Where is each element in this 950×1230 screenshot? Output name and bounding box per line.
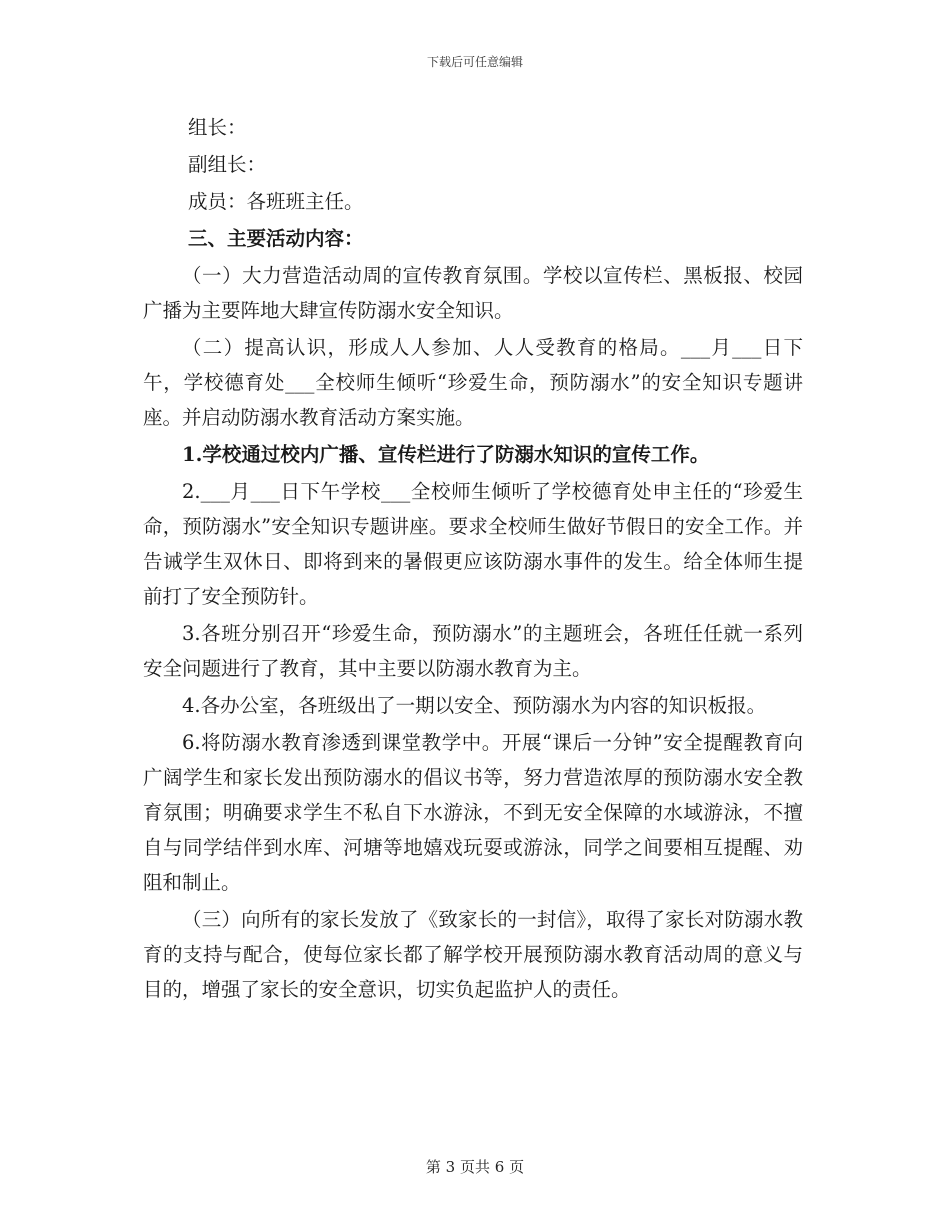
list-item-4: 4.各办公室，各班级出了一期以安全、预防溺水为内容的知识板报。	[182, 694, 767, 717]
document-body	[143, 110, 803, 1009]
list-item-3: 3.各班分别召开“珍爱生命，预防溺水”的主题班会，各班任任就一系列安全问题进行了教育，其中主要以防溺水教育为主。	[143, 622, 803, 680]
paragraph-item-1: （一）大力营造活动周的宣传教育氛围。学校以宣传栏、黑板报、校园广播为主要阵地大肆宣传防溺水安全知识。	[143, 264, 803, 322]
list-item-1: 1.学校通过校内广播、宣传栏进行了防溺水知识的宣传工作。	[182, 443, 710, 466]
page-footer: 第 3 页共 6 页	[425, 1158, 525, 1176]
deputy-leader-line: 副组长：	[188, 153, 267, 176]
members-line: 成员：各班班主任。	[188, 190, 364, 213]
list-item-2: 2.___月___日下午学校___全校师生倾听了学校德育处申主任的“珍爱生命，预防溺水”安全知识专题讲座。要求全校师生做好节假日的安全工作。并告诫学生双休日、即将到来的暑假更应该防溺水事件的发生。给全体师生提前打了安全预防针。	[143, 480, 803, 608]
list-item-6: 6.将防溺水教育渗透到课堂教学中。开展“课后一分钟”安全提醒教育向广阔学生和家长发出预防溺水的倡议书等，努力营造浓厚的预防溺水安全教育氛围；明确要求学生不私自下水游泳，不到无安全保障的水域游泳，不擅自与同学结伴到水库、河塘等地嬉戏玩耍或游泳，同学之间要相互提醒、劝阻和制止。	[143, 731, 803, 894]
page-header: 下载后可任意编辑	[426, 55, 523, 69]
leader-line: 组长：	[188, 116, 247, 139]
paragraph-item-2: （二）提高认识，形成人人参加、人人受教育的格局。___月___日下午，学校德育处___全校师生倾听“珍爱生命，预防溺水”的安全知识专题讲座。并启动防溺水教育活动方案实施。	[143, 336, 803, 429]
paragraph-item-3: （三）向所有的家长发放了《致家长的一封信》，取得了家长对防溺水教育的支持与配合，使每位家长都了解学校开展预防溺水教育活动周的意义与目的，增强了家长的安全意识，切实负起监护人的责任。	[143, 908, 803, 1001]
section-heading: 三、主要活动内容：	[188, 227, 364, 250]
